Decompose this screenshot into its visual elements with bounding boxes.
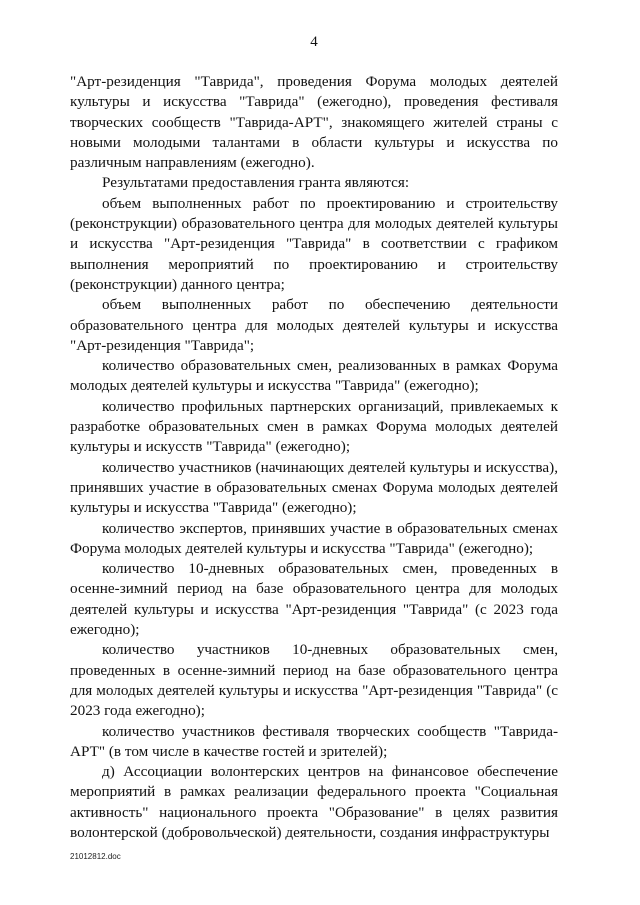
- paragraph-item: количество участников 10-дневных образовательных смен, проведенных в осенне-зимний период на базе образовательного центра для молодых деятелей культуры и искусства "Арт-резиденция "Таврида" (с 2023 года ежегодно);: [70, 641, 558, 720]
- paragraph-item: объем выполненных работ по проектированию и строительству (реконструкции) образовательного центра для молодых деятелей культуры и искусства "Арт-резиденция "Таврида" в соответствии с графиком выполнения мероприятий по проектированию и строительству (реконструкции) данного центра;: [70, 194, 558, 293]
- paragraph-item: объем выполненных работ по обеспечению деятельности образовательного центра для молодых деятелей культуры и искусства "Арт-резиденция "Таврида";: [70, 296, 558, 354]
- paragraph-item: количество профильных партнерских организаций, привлекаемых к разработке образовательных смен в рамках Форума молодых деятелей культуры и искусств "Таврида" (ежегодно);: [70, 397, 558, 456]
- file-name-footer: 21012812.doc: [70, 852, 121, 861]
- paragraph-subsection-d: д) Ассоциации волонтерских центров на финансовое обеспечение мероприятий в рамках реализации федерального проекта "Социальная активность" национального проекта "Образование" в целях развития волонтерской (добровольческой) деятельности, создания инфраструктуры: [70, 763, 558, 841]
- page-number: 4: [310, 34, 318, 50]
- paragraph-item: количество 10-дневных образовательных смен, проведенных в осенне-зимний период на базе образовательного центра для молодых деятелей культуры и искусства "Арт-резиденция "Таврида" (с 2023 года ежегодно);: [70, 560, 558, 639]
- paragraph-continuation: "Арт-резиденция "Таврида", проведения Форума молодых деятелей культуры и искусства "Таврида" (ежегодно), проведения фестиваля творческих сообществ "Таврида-АРТ", знакомящего жителей страны с новыми молодыми талантами в области культуры и искусства по различным направлениям (ежегодно).: [70, 73, 558, 172]
- document-body: [70, 72, 558, 843]
- paragraph-item: количество участников фестиваля творческих сообществ "Таврида-АРТ" (в том числе в качестве гостей и зрителей);: [70, 722, 558, 760]
- paragraph-item: количество участников (начинающих деятелей культуры и искусства), принявших участие в образовательных сменах Форума молодых деятелей культуры и искусства "Таврида" (ежегодно);: [70, 458, 558, 517]
- paragraph-results-intro: Результатами предоставления гранта являются:: [102, 174, 410, 192]
- paragraph-item: количество образовательных смен, реализованных в рамках Форума молодых деятелей культуры и искусства "Таврида" (ежегодно);: [70, 357, 558, 395]
- paragraph-item: количество экспертов, принявших участие в образовательных сменах Форума молодых деятелей культуры и искусства "Таврида" (ежегодно);: [70, 519, 558, 557]
